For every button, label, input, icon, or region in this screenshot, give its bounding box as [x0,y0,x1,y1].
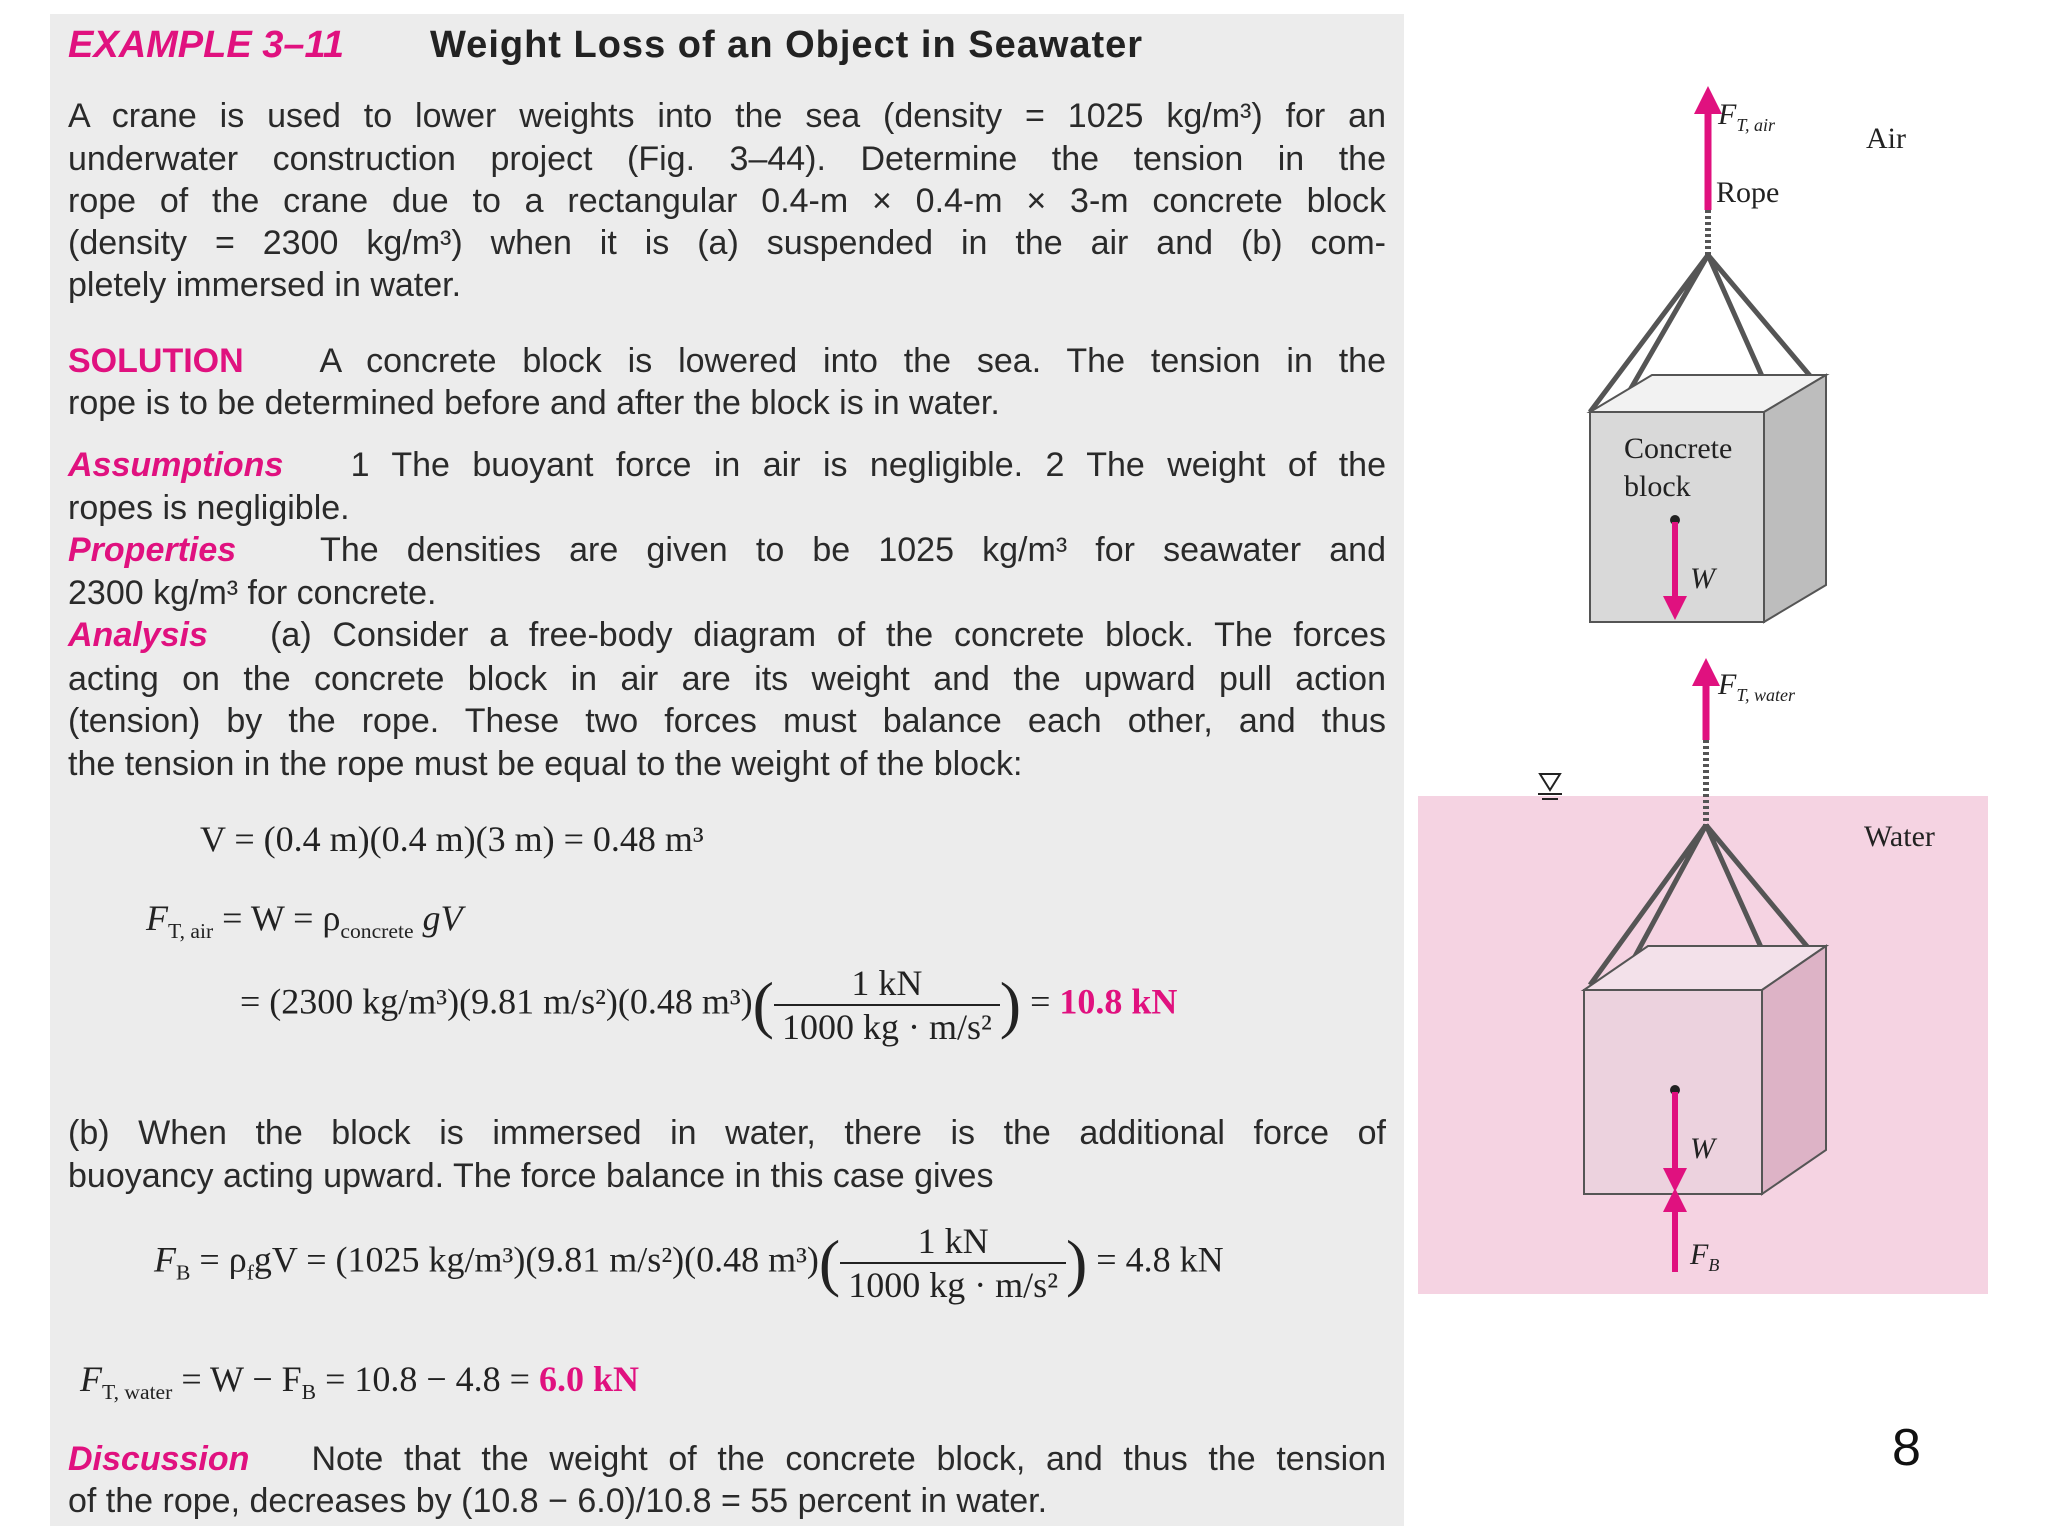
discussion-text-1: Note that the weight of the concrete block, and thus the tension [311,1440,1386,1478]
buoy-calc: gV = (1025 kg/m³)(9.81 m/s²)(0.48 m³) [253,1239,819,1280]
part-b-line-1: (b) When the block is immersed in water, there is the additional force of [68,1114,1386,1152]
example-title: Weight Loss of an Object in Seawater [430,24,1144,66]
weight-calc: = (2300 kg/m³)(9.81 m/s²)(0.48 m³) [240,981,753,1022]
ftw-calc: = 10.8 − 4.8 = [325,1359,530,1399]
rho-concrete-subscript: concrete [340,919,414,944]
buoy-mid: = ρ [199,1239,247,1280]
analysis-label: Analysis [68,616,208,654]
solution-text-1: A concrete block is lowered into the sea. The tension in the [319,342,1386,380]
ft-air-label: $F_{T, air}$ [1718,98,1776,135]
rope-label: Rope [1716,176,1780,209]
buoy-result: = 4.8 kN [1096,1239,1224,1280]
block-label-line-1: Concrete [1624,432,1733,465]
weight-equals: = [1030,981,1051,1022]
ftw-result: 6.0 kN [538,1359,640,1399]
fb-subscript: B [176,1260,191,1285]
problem-line-1: A crane is used to lower weights into the sea (density = 1025 kg/m³) for an [68,97,1386,135]
water-label: Water [1864,820,1935,853]
assumptions-line-2: ropes is negligible. [68,489,350,527]
air-label: Air [1866,122,1906,155]
buoy-fraction-numerator: 1 kN [840,1220,1066,1264]
rho-f-subscript: f [246,1260,254,1285]
volume-equation: V = (0.4 m)(0.4 m)(3 m) = 0.48 m³ [200,819,704,859]
problem-line-5: pletely immersed in water. [68,266,462,304]
analysis-line-2: acting on the concrete block in air are its weight and the upward pull action [68,660,1386,698]
water-block-side [1762,946,1826,1194]
ftw-symbol: F [80,1359,102,1399]
ftw-mid: = W − F [181,1359,302,1399]
fraction-numerator: 1 kN [774,962,1000,1006]
w-label-air: W [1690,562,1715,595]
discussion-line-2: of the rope, decreases by (10.8 − 6.0)/10.8 = 55 percent in water. [68,1482,1048,1520]
solution-line-2: rope is to be determined before and after the block is in water. [68,384,1000,422]
ft-air-tail: gV [422,898,463,938]
analysis-line-3: (tension) by the rope. These two forces must balance each other, and thus [68,702,1386,740]
buoy-fraction-denominator: 1000 kg · m/s² [848,1265,1058,1305]
ft-air-rhs: = W = ρ [222,898,341,938]
air-block-group [1590,100,1826,622]
discussion-label: Discussion [68,1440,250,1478]
buoyancy-equation: $F_B = \rho_fgV = (1025$ kg/m³)(9.81 m/s²)(0.48 m³)( $\frac{1 kN}{\text{1000 kg · m/s²}}$ ) = 4.8 kN [154,1221,1224,1305]
page-number: 8 [1892,1419,1921,1477]
w-label-water: W [1690,1132,1715,1165]
analysis-line-4: the tension in the rope must be equal to the weight of the block: [68,745,1023,783]
assumptions-label: Assumptions [68,446,284,484]
ftw-subscript: T, water [102,1380,173,1405]
properties-line-2: 2300 kg/m³ for concrete. [68,574,437,612]
analysis-text-1: (a) Consider a free-body diagram of the concrete block. The forces [270,616,1386,654]
properties-text-1: The densities are given to be 1025 kg/m³ for seawater and [320,531,1386,569]
ftw-mid-subscript: B [301,1380,317,1405]
ft-air-symbol: F [146,898,168,938]
weight-result: 10.8 kN [1059,981,1178,1022]
solution-label: SOLUTION [68,342,244,380]
problem-line-3: rope of the crane due to a rectangular 0.4-m × 0.4-m × 3-m concrete block [68,182,1386,220]
air-block-side [1764,375,1826,622]
example-label: EXAMPLE 3–11 [68,24,344,66]
fraction-denominator: 1000 kg · m/s² [781,1007,992,1047]
fb-label: $F_B$ [1690,1238,1720,1275]
assumptions-text-1: 1 The buoyant force in air is negligible. 2 The weight of the [350,446,1386,484]
water-surface-symbol [1538,774,1562,799]
part-b-line-2: buoyancy acting upward. The force balance in this case gives [68,1157,994,1195]
properties-label: Properties [68,531,237,569]
weight-calc-equation: = (2300 kg/m³)(9.81 m/s²)(0.48 m³)( $\frac{1 kN}{\text{1000 kg · m/s²}}$ ) = 10.8 kN [240,963,1178,1047]
problem-line-2: underwater construction project (Fig. 3–44). Determine the tension in the [68,140,1386,178]
fb-symbol: F [154,1239,176,1280]
ft-air-subscript: T, air [168,919,214,944]
block-label-line-2: block [1624,470,1691,503]
ft-water-label: $F_{T, water}$ [1718,668,1796,705]
problem-line-4: (density = 2300 kg/m³) when it is (a) suspended in the air and (b) com- [68,224,1386,262]
